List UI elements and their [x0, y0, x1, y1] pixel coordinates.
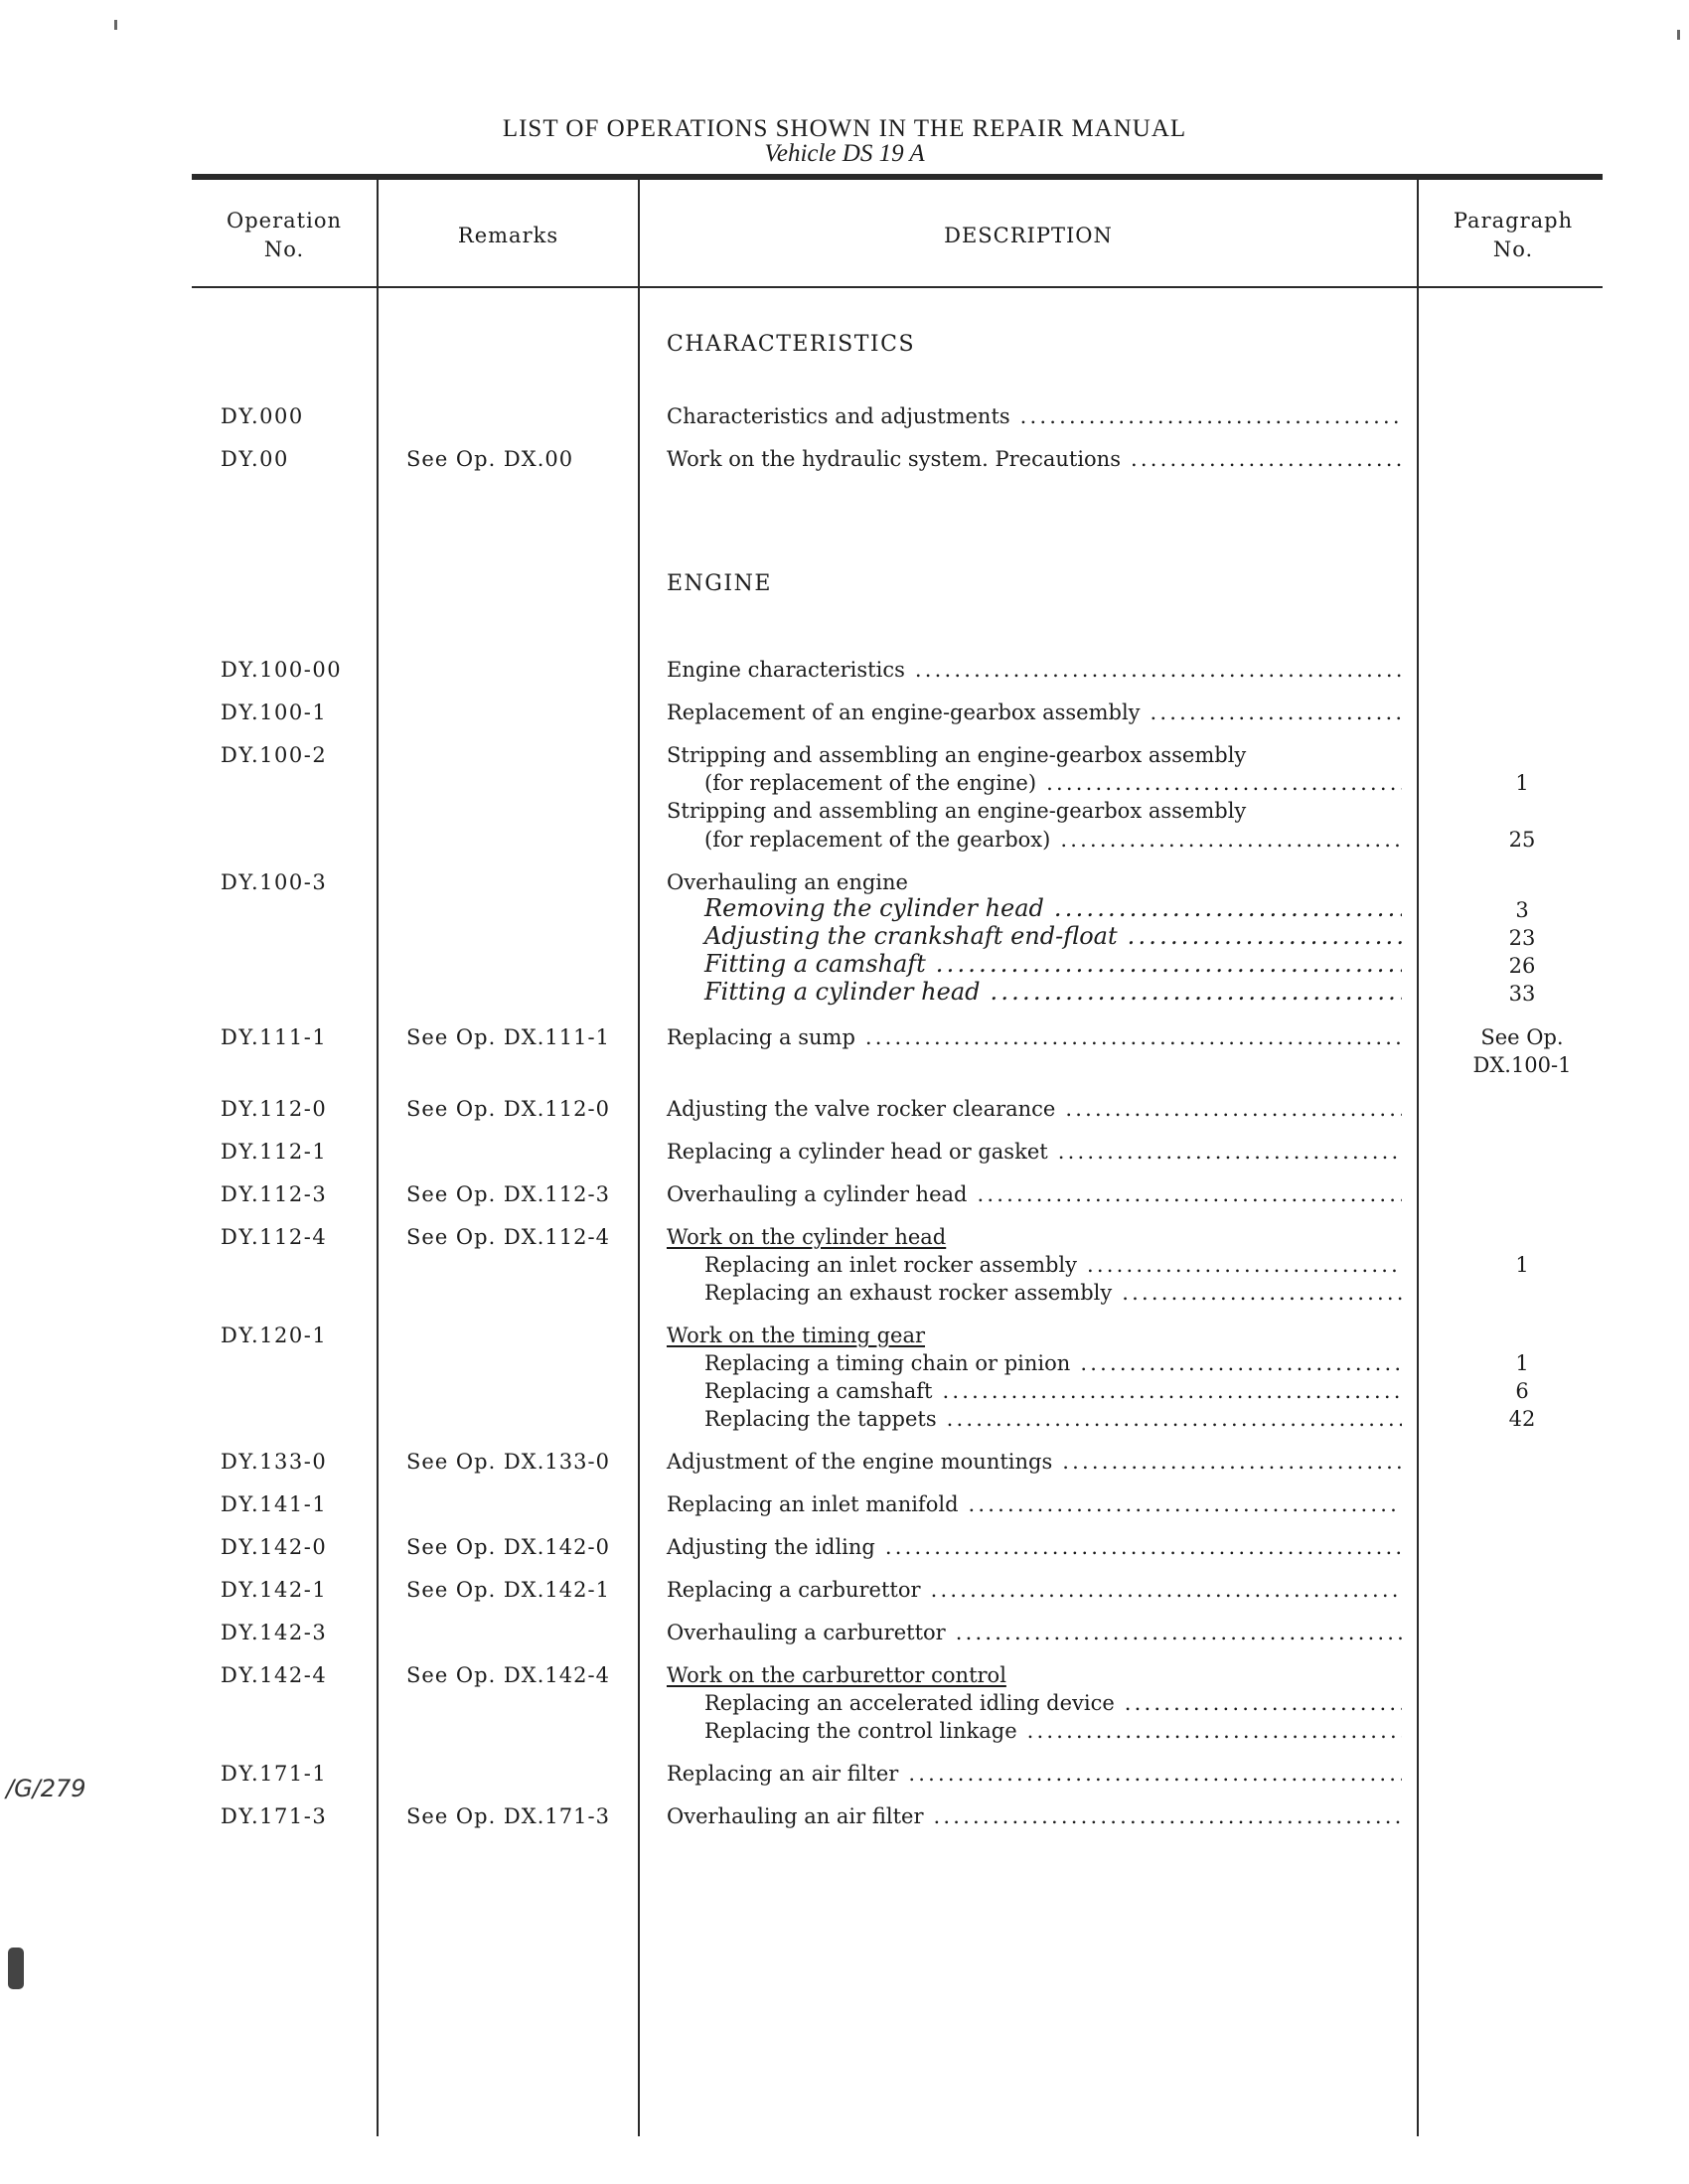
- column-header-remarks-text: Remarks: [457, 224, 559, 247]
- description-text: Work on the cylinder head: [667, 1225, 947, 1249]
- paragraph-number: 26: [1508, 954, 1536, 978]
- remark: See Op. DX.00: [406, 447, 574, 471]
- dot-leader: [1151, 699, 1402, 726]
- op-number: DY.112-0: [221, 1097, 328, 1121]
- dot-leader: [1122, 1279, 1402, 1307]
- dot-leader: [1131, 445, 1402, 473]
- description-entry: [704, 1717, 1402, 1745]
- description-text: Replacement of an engine-gearbox assembly: [667, 701, 1141, 724]
- description-entry: [704, 1377, 1402, 1405]
- column-header-remarks: [379, 222, 638, 250]
- description-text: Replacing the control linkage: [704, 1719, 1017, 1743]
- description-entry: [667, 699, 1402, 726]
- dot-leader: [908, 1760, 1402, 1788]
- description-text: Stripping and assembling an engine-gearbox assembly: [667, 799, 1247, 823]
- description-entry: [667, 656, 1402, 684]
- remark: See Op. DX.133-0: [406, 1450, 610, 1474]
- dot-leader: [931, 1576, 1402, 1604]
- op-number: DY.000: [221, 404, 304, 428]
- description-entry: [667, 1802, 1402, 1830]
- description-text: Replacing an air filter: [667, 1762, 899, 1786]
- op-number: DY.171-3: [221, 1804, 328, 1828]
- dot-leader: [1125, 1689, 1402, 1717]
- scan-speck: [1677, 30, 1680, 40]
- dot-leader: [934, 1802, 1403, 1830]
- op-number: DY.142-3: [221, 1621, 328, 1644]
- paragraph-number: 23: [1508, 926, 1536, 950]
- paragraph-number: 6: [1515, 1379, 1529, 1403]
- column-header-paragraph-line2: No.: [1492, 237, 1534, 261]
- description-entry: [667, 445, 1402, 473]
- description-text: Engine characteristics: [667, 658, 905, 682]
- margin-annotation: /G/279: [6, 1775, 86, 1802]
- description-text: Replacing an inlet manifold: [667, 1492, 959, 1516]
- description-text: Work on the hydraulic system. Precautions: [667, 447, 1121, 471]
- op-number: DY.112-1: [221, 1140, 328, 1164]
- op-number: DY.171-1: [221, 1762, 328, 1786]
- description-entry: [704, 950, 1402, 978]
- description-text: Replacing a sump: [667, 1025, 855, 1049]
- description-text: Fitting a cylinder head: [704, 978, 981, 1006]
- paragraph-number: 42: [1508, 1407, 1536, 1431]
- table-top-rule: [192, 174, 1603, 180]
- description-text: Work on the carburettor control: [667, 1663, 1006, 1687]
- paragraph-reference: DX.100-1: [1472, 1053, 1572, 1077]
- description-entry: [704, 894, 1402, 922]
- description-entry: [667, 1533, 1402, 1561]
- description-entry: [704, 978, 1402, 1006]
- op-number: DY.120-1: [221, 1324, 328, 1347]
- dot-leader: [1046, 769, 1402, 797]
- dot-leader: [947, 1405, 1402, 1433]
- remark: See Op. DX.171-3: [406, 1804, 610, 1828]
- dot-leader: [885, 1533, 1402, 1561]
- description-entry: [667, 1023, 1402, 1051]
- dot-leader: [1020, 402, 1402, 430]
- description-entry: [704, 1349, 1402, 1377]
- paragraph-number: 1: [1515, 771, 1529, 795]
- column-header-paragraph-line1: Paragraph: [1453, 209, 1574, 233]
- description-text: Overhauling a carburettor: [667, 1621, 946, 1644]
- description-text: Overhauling an air filter: [667, 1804, 924, 1828]
- description-text: Replacing an inlet rocker assembly: [704, 1253, 1078, 1277]
- dot-leader: [1080, 1349, 1402, 1377]
- column-header-description: [640, 222, 1417, 250]
- description-entry: [704, 1405, 1402, 1433]
- description-entry: [704, 1279, 1402, 1307]
- scan-speck: [114, 20, 117, 30]
- description-entry: [667, 402, 1402, 430]
- op-number: DY.00: [221, 447, 289, 471]
- description-text: Replacing an exhaust rocker assembly: [704, 1281, 1113, 1305]
- dot-leader: [936, 950, 1402, 978]
- description-text: Replacing an accelerated idling device: [704, 1691, 1115, 1715]
- description-text: Adjusting the valve rocker clearance: [667, 1097, 1056, 1121]
- column-divider-1: [377, 177, 379, 2136]
- remark: See Op. DX.112-4: [406, 1225, 610, 1249]
- document-title: LIST OF OPERATIONS SHOWN IN THE REPAIR MANUAL: [502, 115, 1187, 142]
- column-header-description-text: DESCRIPTION: [944, 224, 1113, 247]
- description-text: Overhauling an engine: [667, 870, 908, 894]
- binding-mark: [8, 1948, 24, 1989]
- paragraph-number: 25: [1508, 828, 1536, 852]
- description-text: Work on the timing gear: [667, 1324, 926, 1347]
- op-number: DY.112-3: [221, 1182, 328, 1206]
- dot-leader: [991, 978, 1403, 1006]
- description-entry: [667, 1448, 1402, 1476]
- description-entry: [667, 1490, 1402, 1518]
- description-text: (for replacement of the gearbox): [704, 828, 1051, 852]
- column-divider-2: [638, 177, 640, 2136]
- op-number: DY.112-4: [221, 1225, 328, 1249]
- description-entry: [704, 769, 1402, 797]
- description-text: Adjusting the idling: [667, 1535, 875, 1559]
- description-text: Replacing a carburettor: [667, 1578, 921, 1602]
- section-heading-characteristics: CHARACTERISTICS: [667, 332, 916, 357]
- description-text: Replacing a cylinder head or gasket: [667, 1140, 1048, 1164]
- paragraph-number: 1: [1515, 1351, 1529, 1375]
- op-number: DY.100-2: [221, 743, 328, 767]
- dot-leader: [1027, 1717, 1402, 1745]
- remark: See Op. DX.112-3: [406, 1182, 610, 1206]
- dot-leader: [1062, 1448, 1402, 1476]
- remark: See Op. DX.111-1: [406, 1025, 610, 1049]
- op-number: DY.100-3: [221, 870, 328, 894]
- description-text: Stripping and assembling an engine-gearbox assembly: [667, 743, 1247, 767]
- op-number: DY.100-1: [221, 701, 328, 724]
- remark: See Op. DX.142-4: [406, 1663, 610, 1687]
- description-entry: [704, 826, 1402, 854]
- dot-leader: [1060, 826, 1402, 854]
- column-header-paragraph: [1419, 207, 1608, 264]
- document-subtitle: Vehicle DS 19 A: [764, 140, 925, 167]
- op-number: DY.142-1: [221, 1578, 328, 1602]
- description-text: Replacing a timing chain or pinion: [704, 1351, 1071, 1375]
- remark: See Op. DX.142-0: [406, 1535, 610, 1559]
- op-number: DY.133-0: [221, 1450, 328, 1474]
- description-entry: [667, 1180, 1402, 1208]
- column-header-operation: [192, 207, 377, 264]
- remark: See Op. DX.112-0: [406, 1097, 610, 1121]
- description-entry: [667, 1619, 1402, 1646]
- column-header-operation-line1: Operation: [227, 209, 342, 233]
- op-number: DY.111-1: [221, 1025, 328, 1049]
- description-text: Characteristics and adjustments: [667, 404, 1010, 428]
- dot-leader: [1058, 1138, 1402, 1166]
- dot-leader: [942, 1377, 1402, 1405]
- description-entry: [667, 1760, 1402, 1788]
- description-text: Overhauling a cylinder head: [667, 1182, 968, 1206]
- dot-leader: [1128, 922, 1402, 950]
- description-entry: [667, 1576, 1402, 1604]
- description-entry: [704, 1251, 1402, 1279]
- op-number: DY.142-4: [221, 1663, 328, 1687]
- dot-leader: [1065, 1095, 1402, 1123]
- description-text: Removing the cylinder head: [704, 894, 1044, 922]
- paragraph-number: 1: [1515, 1253, 1529, 1277]
- op-number: DY.142-0: [221, 1535, 328, 1559]
- column-header-operation-line2: No.: [263, 237, 305, 261]
- dot-leader: [977, 1180, 1402, 1208]
- dot-leader: [1087, 1251, 1402, 1279]
- dot-leader: [956, 1619, 1402, 1646]
- description-text: Adjusting the crankshaft end-float: [704, 922, 1118, 950]
- paragraph-reference: See Op.: [1480, 1025, 1564, 1049]
- description-entry: [704, 922, 1402, 950]
- description-entry: [667, 1095, 1402, 1123]
- remark: See Op. DX.142-1: [406, 1578, 610, 1602]
- table-header-rule: [192, 286, 1603, 288]
- column-divider-3: [1417, 177, 1419, 2136]
- description-text: (for replacement of the engine): [704, 771, 1037, 795]
- op-number: DY.100-00: [221, 658, 343, 682]
- description-text: Fitting a camshaft: [704, 950, 926, 978]
- dot-leader: [915, 656, 1402, 684]
- dot-leader: [1054, 894, 1402, 922]
- description-entry: [667, 1138, 1402, 1166]
- section-heading-engine: ENGINE: [667, 571, 772, 596]
- description-text: Replacing a camshaft: [704, 1379, 933, 1403]
- paragraph-number: 3: [1515, 898, 1529, 922]
- description-entry: [704, 1689, 1402, 1717]
- dot-leader: [969, 1490, 1402, 1518]
- dot-leader: [865, 1023, 1402, 1051]
- description-text: Replacing the tappets: [704, 1407, 937, 1431]
- op-number: DY.141-1: [221, 1492, 328, 1516]
- description-text: Adjustment of the engine mountings: [667, 1450, 1053, 1474]
- paragraph-number: 33: [1508, 982, 1536, 1006]
